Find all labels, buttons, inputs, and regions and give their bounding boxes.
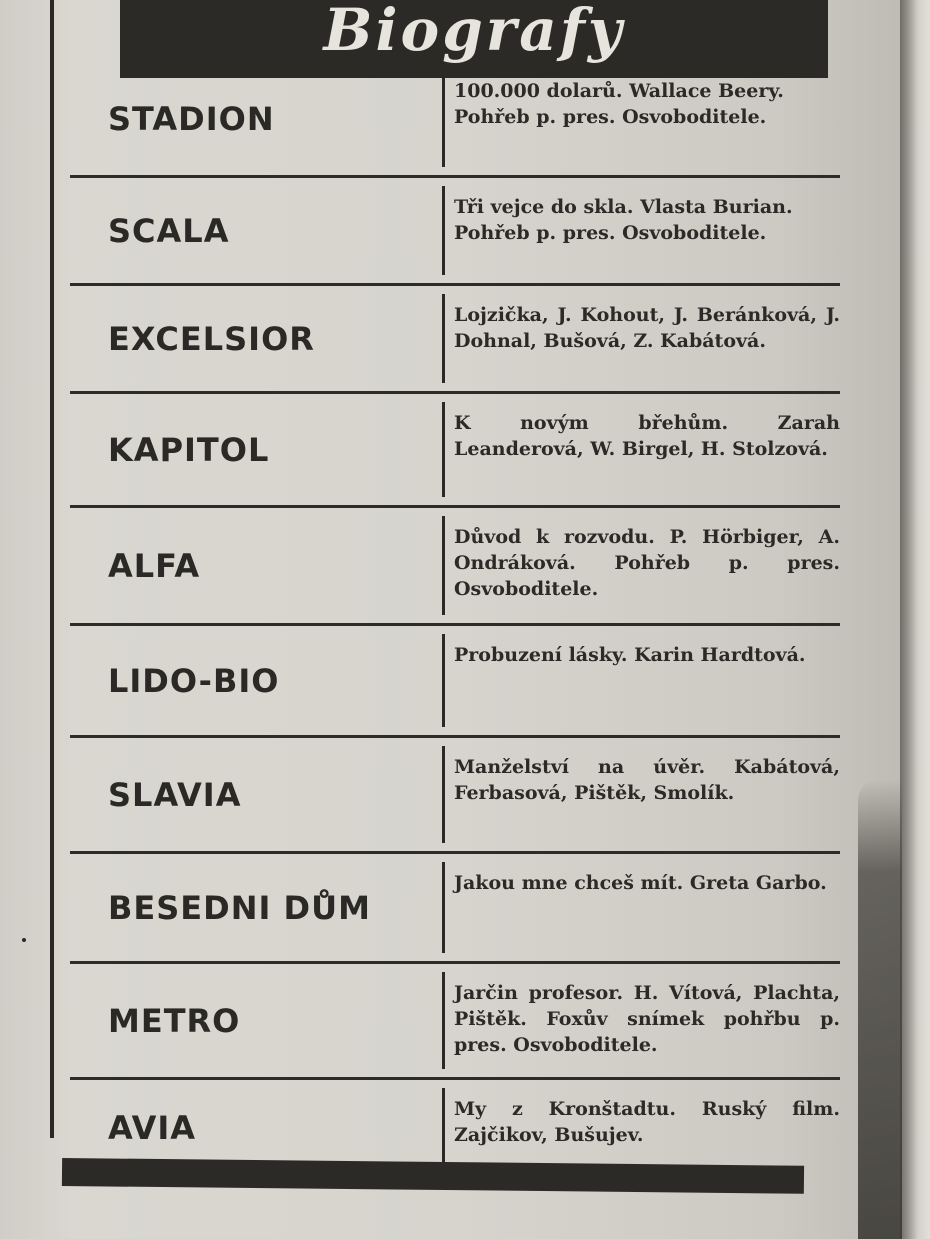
listing-row bbox=[70, 738, 840, 854]
program-text: K novým břehům. Zarah Leanderová, W. Birgel, H. Stolzová. bbox=[454, 412, 840, 460]
cinema-name: LIDO-BIO bbox=[108, 661, 280, 700]
cinema-name: EXCELSIOR bbox=[108, 319, 315, 358]
listing-row bbox=[70, 508, 840, 626]
page-edge bbox=[900, 0, 930, 1239]
program-text: Lojzička, J. Kohout, J. Beránková, J. Dohnal, Bušová, Z. Kabátová. bbox=[454, 304, 840, 352]
program-text: Jakou mne chceš mít. Greta Garbo. bbox=[454, 872, 827, 894]
cinema-name: STADION bbox=[108, 99, 275, 138]
section-title: Biografy bbox=[323, 0, 625, 64]
program-text: Tři vejce do skla. Vlasta Burian. Pohřeb p. pres. Osvoboditele. bbox=[454, 196, 793, 244]
listing-row bbox=[70, 178, 840, 286]
print-speck bbox=[22, 938, 26, 942]
cinema-name: AVIA bbox=[108, 1109, 197, 1147]
listing-row bbox=[70, 854, 840, 964]
program-text: Důvod k rozvodu. P. Hörbiger, A. Ondráková. Pohřeb p. pres. Osvoboditele. bbox=[454, 526, 840, 600]
program-text: Probuzení lásky. Karin Hardtová. bbox=[454, 644, 806, 666]
program-text: Manželství na úvěr. Kabátová, Ferbasová, Pištěk, Smolík. bbox=[454, 756, 840, 804]
cinema-name: METRO bbox=[108, 1001, 241, 1040]
program-text: My z Kronštadtu. Ruský film. Zajčikov, Bušujev. bbox=[454, 1098, 840, 1146]
cinema-name: KAPITOL bbox=[108, 430, 270, 469]
listing-row bbox=[70, 62, 840, 178]
cinema-name: SLAVIA bbox=[108, 775, 242, 814]
listing-row bbox=[70, 626, 840, 738]
cinema-name: BESEDNI DŮM bbox=[108, 888, 371, 927]
listing-row bbox=[70, 394, 840, 508]
program-text: 100.000 dolarů. Wallace Beery. Pohřeb p. pres. Osvoboditele. bbox=[454, 80, 784, 128]
left-column-rule bbox=[50, 0, 54, 1138]
cinema-name: SCALA bbox=[108, 211, 230, 250]
program-text: Jarčin profesor. H. Vítová, Plachta, Pištěk. Foxův snímek pohřbu p. pres. Osvoboditele. bbox=[454, 982, 840, 1056]
listing-row bbox=[70, 964, 840, 1080]
cinema-listing bbox=[70, 62, 840, 1176]
listing-row bbox=[70, 286, 840, 394]
cinema-name: ALFA bbox=[108, 546, 201, 585]
paper-stain bbox=[858, 780, 902, 1239]
